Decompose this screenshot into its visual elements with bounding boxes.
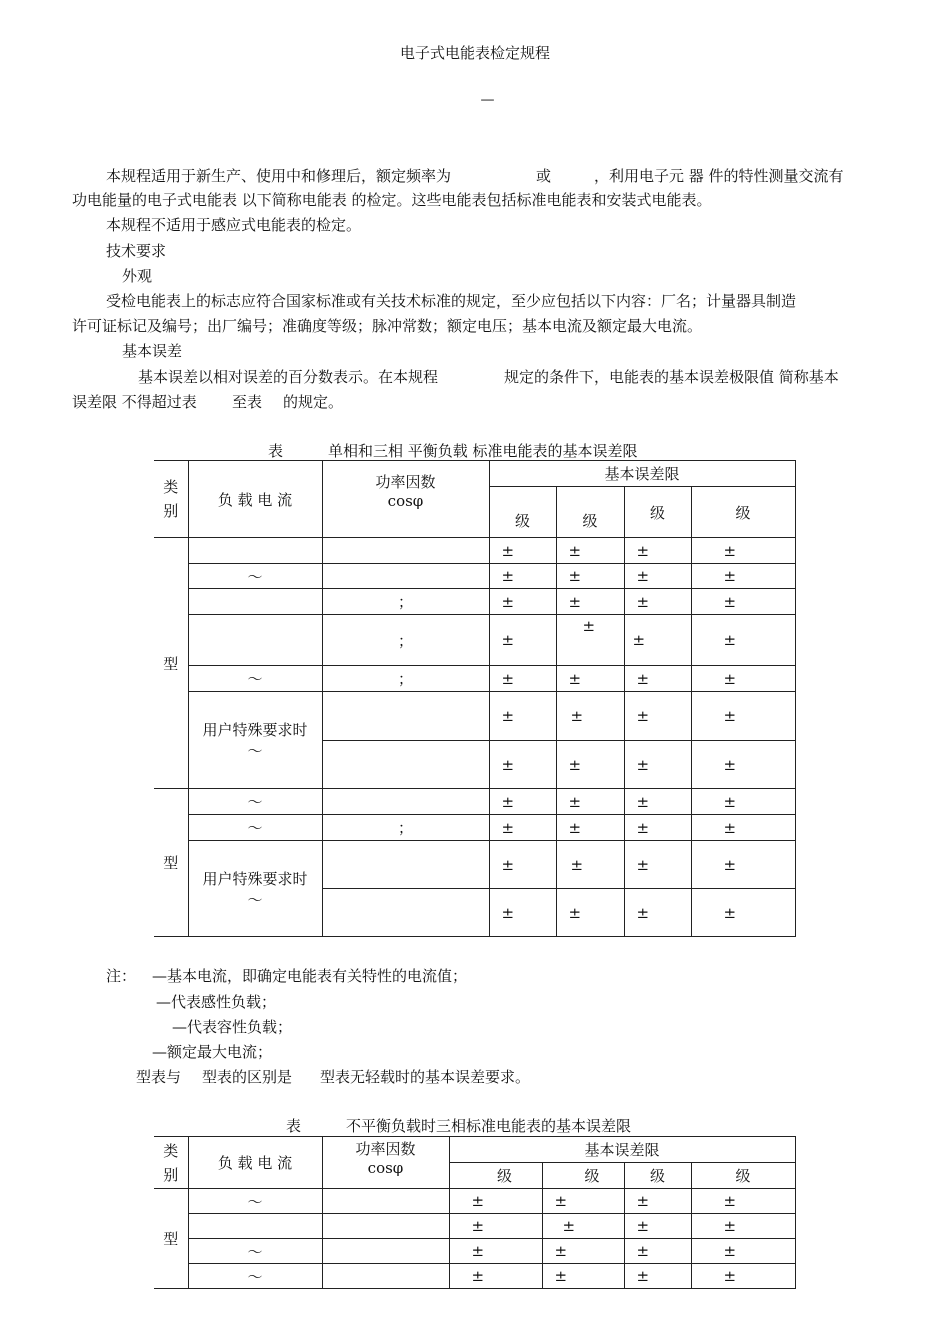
table1-caption: 单相和三相 平衡负载 标准电能表的基本误差限 [328,442,638,460]
t1-bs2-v2: ± [556,889,624,937]
t1-a3-v3: ± [624,615,691,666]
t1-a3-pf: ； [322,615,489,666]
t1-a1-v1: ± [489,564,556,589]
t1-a2-pf: ； [322,589,489,615]
para-error-2c: 的规定。 [283,393,344,411]
t1-a0-v3: ± [624,538,691,564]
t1-a3-v1: ± [489,615,556,666]
t1-b1-v2: ± [556,815,624,841]
para-error-1a: 基本误差以相对误差的百分数表示。在本规程 [138,368,439,386]
t2-header-pf: 功率因数 cosφ [322,1137,449,1189]
t1-as1-v2: ± [556,692,624,741]
t2-r0-v1: ± [449,1189,542,1214]
t1-a-special: 用户特殊要求时 ～ [188,692,322,789]
t1-as1-v1: ± [489,692,556,741]
t2-r2-v3: ± [624,1239,691,1264]
t1-b1-v3: ± [624,815,691,841]
note-line-5a: 型表与 [136,1068,182,1086]
t1-b-special: 用户特殊要求时 ～ [188,841,322,937]
para-exclusion: 本规程不适用于感应式电能表的检定。 [106,216,362,234]
t2-r2-v4: ± [691,1239,795,1264]
table-row [154,564,795,589]
t1-group-b-label: 型 [154,789,188,937]
t1-as1-v3: ± [624,692,691,741]
t2-grade-1: 级 [449,1163,542,1189]
t1-bs2-v4: ± [691,889,795,937]
t1-a4-current: ～ [188,666,322,692]
t1-a3-current [188,615,322,666]
t1-bs1-v2: ± [556,841,624,889]
t1-b0-v2: ± [556,789,624,815]
t2-grade-3: 级 [624,1163,691,1189]
para-scope-1a: 本规程适用于新生产、使用中和修理后，额定频率为 [106,167,452,185]
para-error-2a: 误差限 不得超过表 [72,393,197,411]
table-row [154,589,795,615]
notes-prefix: 注： [106,967,137,985]
t1-bs1-v3: ± [624,841,691,889]
t1-a0-v4: ± [691,538,795,564]
t2-r2-pf [322,1239,449,1264]
t1-as1-v4: ± [691,692,795,741]
t2-header-limit: 基本误差限 [449,1137,795,1163]
title-dash: — [480,92,495,108]
t1-as2-v3: ± [624,741,691,789]
note-line-4: —额定最大电流； [152,1043,273,1061]
table-row [154,789,795,815]
t2-r2-current: ～ [188,1239,322,1264]
t2-header-current: 负 载 电 流 [188,1137,322,1189]
t2-r1-v3: ± [624,1214,691,1239]
t2-r3-current: ～ [188,1264,322,1289]
table-row [154,815,795,841]
heading-tech-req: 技术要求 [106,242,167,260]
t1-bs2-v3: ± [624,889,691,937]
t1-a1-v4: ± [691,564,795,589]
t1-b0-v1: ± [489,789,556,815]
t1-a1-pf [322,564,489,589]
t1-a2-v4: ± [691,589,795,615]
para-marking-2: 许可证标记及编号；出厂编号；准确度等级；脉冲常数；额定电压；基本电流及额定最大电流。 [72,317,703,335]
table2 [154,1136,796,1289]
t1-bs1-v1: ± [489,841,556,889]
note-line-3: —代表容性负载； [172,1018,293,1036]
t1-a1-current: ～ [188,564,322,589]
t1-b1-pf: ； [322,815,489,841]
t1-a4-v2: ± [556,666,624,692]
t2-grade-4: 级 [691,1163,795,1189]
t2-r0-v2: ± [542,1189,624,1214]
t1-a4-v1: ± [489,666,556,692]
t1-grade-3: 级 [624,487,691,538]
table-row [154,692,795,741]
t1-a0-current [188,538,322,564]
t1-as2-v2: ± [556,741,624,789]
t1-a1-v2: ± [556,564,624,589]
table1-caption-prefix: 表 [268,442,284,460]
table-row [154,841,795,889]
t1-a3-v4: ± [691,615,795,666]
page-title: 电子式电能表检定规程 [399,44,550,62]
t1-b0-v3: ± [624,789,691,815]
t2-r3-v1: ± [449,1264,542,1289]
t1-b1-v4: ± [691,815,795,841]
note-line-2: —代表感性负载； [156,993,277,1011]
table-row [154,615,795,666]
t1-a0-v2: ± [556,538,624,564]
para-error-2b: 至表 [232,393,263,411]
table2-caption-prefix: 表 [286,1117,302,1135]
t1-a2-v1: ± [489,589,556,615]
t1-header-pf: 功率因数 cosφ [322,461,489,538]
table-row [154,1189,795,1214]
t1-a0-v1: ± [489,538,556,564]
t1-b0-pf [322,789,489,815]
t2-r2-v1: ± [449,1239,542,1264]
t1-a3-v2: ± [556,615,624,666]
t2-r3-v3: ± [624,1264,691,1289]
t1-b0-current: ～ [188,789,322,815]
t2-r1-current [188,1214,322,1239]
t2-r0-v4: ± [691,1189,795,1214]
t2-r0-v3: ± [624,1189,691,1214]
t2-grade-2: 级 [542,1163,624,1189]
heading-appearance: 外观 [122,267,153,285]
t1-header-current: 负 载 电 流 [188,461,322,538]
para-error-1b: 规定的条件下，电能表的基本误差极限值 简称基本 [504,368,839,386]
t2-r3-v2: ± [542,1264,624,1289]
note-line-5b: 型表的区别是 [202,1068,293,1086]
t2-r0-current: ～ [188,1189,322,1214]
t1-group-a-label: 型 [154,538,188,789]
heading-basic-error: 基本误差 [122,342,183,360]
t1-as2-v4: ± [691,741,795,789]
t1-a2-v2: ± [556,589,624,615]
t1-a4-v3: ± [624,666,691,692]
table-row [154,1214,795,1239]
table-row [154,666,795,692]
t1-as2-v1: ± [489,741,556,789]
para-scope-1b: 或 [536,167,552,185]
t1-a2-current [188,589,322,615]
t2-header-category: 类别 [154,1137,188,1189]
t1-header-category: 类别 [154,461,188,538]
t1-b0-v4: ± [691,789,795,815]
table2-caption: 不平衡负载时三相标准电能表的基本误差限 [346,1117,632,1135]
t1-a0-pf [322,538,489,564]
t2-r1-pf [322,1214,449,1239]
t1-a4-pf: ； [322,666,489,692]
t2-r0-pf [322,1189,449,1214]
table1 [154,460,796,937]
para-marking-1: 受检电能表上的标志应符合国家标准或有关技术标准的规定，至少应包括以下内容：厂名；计量器具制造 [106,292,797,310]
t2-r2-v2: ± [542,1239,624,1264]
t1-header-limit: 基本误差限 [489,461,795,487]
t2-r1-v1: ± [449,1214,542,1239]
table-row [154,538,795,564]
t1-a2-v3: ± [624,589,691,615]
t2-group-label: 型 [154,1189,188,1289]
t1-b1-v1: ± [489,815,556,841]
t1-bs1-v4: ± [691,841,795,889]
t2-r1-v2: ± [542,1214,624,1239]
note-line-1: —基本电流，即确定电能表有关特性的电流值； [152,967,468,985]
t1-grade-1: 级 [489,487,556,538]
t1-grade-4: 级 [691,487,795,538]
t1-bs2-v1: ± [489,889,556,937]
t1-a4-v4: ± [691,666,795,692]
t2-r1-v4: ± [691,1214,795,1239]
para-scope-1c: ，利用电子元 器 件的特性测量交流有 [594,167,844,185]
t1-a1-v3: ± [624,564,691,589]
t2-r3-pf [322,1264,449,1289]
table-row [154,1239,795,1264]
para-scope-2: 功电能量的电子式电能表 以下简称电能表 的检定。这些电能表包括标准电能表和安装式电能表。 [72,191,712,209]
note-line-5c: 型表无轻载时的基本误差要求。 [320,1068,531,1086]
table-row [154,1264,795,1289]
t1-grade-2: 级 [556,487,624,538]
t2-r3-v4: ± [691,1264,795,1289]
t1-b1-current: ～ [188,815,322,841]
